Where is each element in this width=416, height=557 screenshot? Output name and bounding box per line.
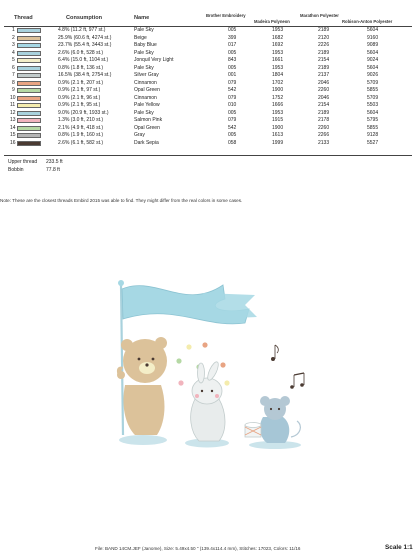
- row-robison: 5709: [367, 79, 379, 86]
- file-info: File: BAND 14CM.JEF (Janome), Size: 5.49x4.50 " (139.4x114.4 mm), Stitches: 17023, Colors: 11/16: [95, 546, 301, 551]
- row-consumption: 0.9% (2.1 ft, 96 st.): [58, 94, 101, 101]
- header-thread: Thread: [14, 15, 33, 21]
- embroidery-preview: [95, 275, 321, 475]
- table-bottom-rule: [4, 155, 412, 156]
- row-number: 1: [12, 27, 15, 33]
- color-swatch: [17, 66, 41, 71]
- row-marathon: 2189: [318, 64, 330, 71]
- color-swatch: [17, 81, 41, 86]
- row-name: Pale Sky: [134, 109, 154, 116]
- color-swatch: [17, 51, 41, 56]
- table-row: [0, 65, 416, 73]
- row-consumption: 0.8% (1.8 ft, 136 st.): [58, 64, 104, 71]
- table-row: [0, 110, 416, 118]
- row-name: Beige: [134, 34, 147, 41]
- color-swatch: [17, 103, 41, 108]
- color-swatch: [17, 28, 41, 33]
- row-brother: 079: [228, 79, 237, 86]
- row-brother: 079: [228, 117, 237, 123]
- row-brother: 005: [228, 49, 237, 56]
- color-swatch: [17, 141, 41, 146]
- row-number: 15: [10, 132, 16, 138]
- row-marathon: 2260: [318, 87, 330, 93]
- row-madeira: 1692: [272, 42, 284, 48]
- row-madeira: 1666: [272, 102, 284, 108]
- table-row: [0, 95, 416, 103]
- row-number: 8: [12, 79, 15, 86]
- row-number: 13: [10, 117, 16, 123]
- row-consumption: 2.6% (6.0 ft, 528 st.): [58, 49, 104, 56]
- upper-thread-label: Upper thread: [8, 159, 38, 165]
- row-brother: 005: [228, 27, 237, 33]
- row-consumption: 0.9% (2.1 ft, 207 st.): [58, 79, 104, 86]
- row-brother: 058: [228, 139, 237, 146]
- row-consumption: 2.6% (6.1 ft, 582 st.): [58, 139, 104, 146]
- bobbin-value: 77.8 ft: [46, 167, 60, 173]
- row-brother: 017: [228, 42, 237, 48]
- bunny-icon: [185, 360, 229, 447]
- row-robison: 5604: [367, 27, 379, 33]
- row-name: Baby Blue: [134, 42, 157, 48]
- row-madeira: 1613: [272, 132, 284, 138]
- row-consumption: 16.5% (38.4 ft, 2754 st.): [58, 72, 112, 78]
- row-marathon: 2120: [318, 34, 330, 41]
- header-marathon: Marathon Polyester: [300, 13, 339, 18]
- row-marathon: 2046: [318, 94, 330, 101]
- row-name: Pale Sky: [134, 49, 154, 56]
- row-madeira: 1661: [272, 57, 284, 63]
- row-madeira: 1804: [272, 72, 284, 78]
- row-name: Salmon Pink: [134, 117, 163, 123]
- row-name: Pale Yellow: [134, 102, 160, 108]
- row-marathon: 2226: [318, 42, 330, 48]
- music-note-icon: [271, 345, 304, 389]
- row-name: Opal Green: [134, 87, 160, 93]
- color-swatch: [17, 111, 41, 116]
- row-name: Pale Sky: [134, 64, 154, 71]
- color-swatch: [17, 43, 41, 48]
- row-brother: 005: [228, 64, 237, 71]
- header-madeira: Madeira Polyneon: [254, 19, 290, 24]
- bobbin-label: Bobbin: [8, 167, 24, 173]
- color-swatch: [17, 58, 41, 63]
- row-number: 12: [10, 109, 16, 116]
- header-name: Name: [134, 15, 150, 21]
- color-swatch: [17, 96, 41, 101]
- row-marathon: 2266: [318, 132, 330, 138]
- row-madeira: 1953: [272, 64, 284, 71]
- row-consumption: 6.4% (15.0 ft, 1104 st.): [58, 57, 109, 63]
- row-consumption: 1.3% (3.0 ft, 210 st.): [58, 117, 104, 123]
- color-swatch: [17, 133, 41, 138]
- row-brother: 079: [228, 94, 237, 101]
- color-swatch: [17, 126, 41, 131]
- row-number: 7: [12, 72, 15, 78]
- row-marathon: 2189: [318, 49, 330, 56]
- drum-icon: [245, 423, 261, 438]
- row-madeira: 1953: [272, 27, 284, 33]
- row-brother: 005: [228, 132, 237, 138]
- table-row: [0, 50, 416, 58]
- table-row: [0, 27, 416, 35]
- row-consumption: 9.0% (20.9 ft, 1933 st.): [58, 109, 109, 116]
- color-swatch: [17, 88, 41, 93]
- table-row: [0, 117, 416, 125]
- row-number: 2: [12, 34, 15, 41]
- row-brother: 542: [228, 124, 237, 131]
- color-swatch: [17, 36, 41, 41]
- row-madeira: 1900: [272, 124, 284, 131]
- row-robison: 5795: [367, 117, 379, 123]
- row-robison: 9128: [367, 132, 379, 138]
- table-header: [0, 12, 416, 26]
- row-marathon: 2137: [318, 72, 330, 78]
- row-robison: 5604: [367, 109, 379, 116]
- row-robison: 9024: [367, 57, 379, 63]
- row-consumption: 2.1% (4.9 ft, 418 st.): [58, 124, 104, 131]
- row-name: Gray: [134, 132, 145, 138]
- row-madeira: 1953: [272, 109, 284, 116]
- table-row: [0, 132, 416, 140]
- row-name: Cinnamon: [134, 94, 157, 101]
- row-number: 3: [12, 42, 15, 48]
- row-madeira: 1702: [272, 79, 284, 86]
- row-marathon: 2154: [318, 102, 330, 108]
- row-madeira: 1752: [272, 94, 284, 101]
- header-consumption: Consumption: [66, 15, 103, 21]
- row-madeira: 1900: [272, 87, 284, 93]
- row-brother: 001: [228, 72, 237, 78]
- row-marathon: 2260: [318, 124, 330, 131]
- row-consumption: 0.8% (1.9 ft, 160 st.): [58, 132, 104, 138]
- row-brother: 542: [228, 87, 237, 93]
- row-consumption: 25.9% (60.6 ft, 4274 st.): [58, 34, 112, 41]
- table-row: [0, 35, 416, 43]
- row-marathon: 2178: [318, 117, 330, 123]
- table-row: [0, 72, 416, 80]
- color-swatch: [17, 73, 41, 78]
- row-robison: 5503: [367, 102, 379, 108]
- row-robison: 9089: [367, 42, 379, 48]
- row-consumption: 0.9% (2.1 ft, 97 st.): [58, 87, 101, 93]
- row-robison: 5709: [367, 94, 379, 101]
- row-name: Opal Green: [134, 124, 160, 131]
- table-row: [0, 80, 416, 88]
- row-marathon: 2046: [318, 79, 330, 86]
- row-marathon: 2133: [318, 139, 330, 146]
- row-robison: 5604: [367, 64, 379, 71]
- row-madeira: 1915: [272, 117, 284, 123]
- row-brother: 010: [228, 102, 237, 108]
- thread-table: [0, 27, 416, 147]
- row-name: Jonquil Very Light: [134, 57, 174, 63]
- row-number: 16: [10, 139, 16, 146]
- row-madeira: 1999: [272, 139, 284, 146]
- row-number: 10: [10, 94, 16, 101]
- row-madeira: 1953: [272, 49, 284, 56]
- row-number: 4: [12, 49, 15, 56]
- table-row: [0, 87, 416, 95]
- row-marathon: 2154: [318, 57, 330, 63]
- row-brother: 843: [228, 57, 237, 63]
- row-robison: 9026: [367, 72, 379, 78]
- table-row: [0, 140, 416, 148]
- scale-label: Scale 1:1: [385, 544, 413, 551]
- thread-note: Note: These are the closest threads Embird 2015 was able to find. They might differ from the real colors in some cases.: [0, 198, 243, 203]
- row-number: 6: [12, 64, 15, 71]
- table-row: [0, 42, 416, 50]
- row-robison: 9160: [367, 34, 379, 41]
- row-name: Pale Sky: [134, 27, 154, 33]
- upper-thread-value: 233.5 ft: [46, 159, 63, 165]
- row-number: 5: [12, 57, 15, 63]
- bear-icon: [117, 337, 167, 445]
- row-madeira: 1682: [272, 34, 284, 41]
- row-robison: 5855: [367, 124, 379, 131]
- row-name: Dark Sepia: [134, 139, 159, 146]
- row-number: 9: [12, 87, 15, 93]
- row-consumption: 4.8% (11.2 ft, 977 st.): [58, 27, 106, 33]
- row-brother: 399: [228, 34, 237, 41]
- row-brother: 005: [228, 109, 237, 116]
- table-row: [0, 125, 416, 133]
- row-consumption: 0.9% (2.1 ft, 95 st.): [58, 102, 101, 108]
- row-robison: 5604: [367, 49, 379, 56]
- row-marathon: 2189: [318, 109, 330, 116]
- row-robison: 5527: [367, 139, 379, 146]
- row-name: Cinnamon: [134, 79, 157, 86]
- header-brother: Brother Embroidery: [206, 13, 246, 18]
- header-robison: Robison-Anton Polyester: [342, 19, 393, 24]
- row-marathon: 2189: [318, 27, 330, 33]
- row-consumption: 23.7% (55.4 ft, 3443 st.): [58, 42, 112, 48]
- row-robison: 5855: [367, 87, 379, 93]
- row-name: Silver Gray: [134, 72, 159, 78]
- row-number: 11: [10, 102, 16, 108]
- table-row: [0, 57, 416, 65]
- color-swatch: [17, 118, 41, 123]
- table-row: [0, 102, 416, 110]
- row-number: 14: [10, 124, 16, 131]
